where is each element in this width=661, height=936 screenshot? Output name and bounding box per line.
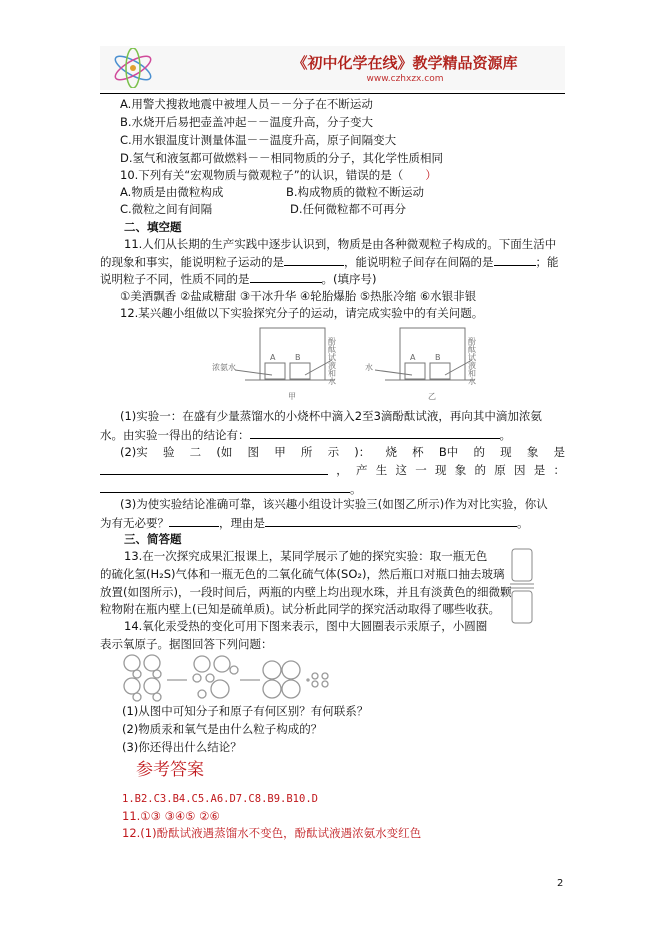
text-segment: 一 <box>415 463 427 477</box>
text-segment: 的 <box>474 463 486 477</box>
q14-line1: 14.氧化汞受热的变化可用下图来表示，图中大圆圈表示汞原子，小圆圈 <box>124 619 488 633</box>
beaker-b-label: B <box>435 353 441 362</box>
experiment-figure <box>210 325 540 405</box>
atom-logo-icon <box>108 48 158 88</box>
q12-stem: 12.某兴趣小组做以下实验探究分子的运动，请完成实验中的有关问题。 <box>120 306 484 320</box>
answers-q12: 12.(1)酚酞试液遇蒸馏水不变色，酚酞试液遇浓氨水变红色 <box>122 826 422 840</box>
answer-blank[interactable] <box>169 514 219 527</box>
text-segment: 示 <box>327 445 340 459</box>
label-phenolphthalein: 酚酞试液和水 <box>467 337 477 385</box>
label-ammonia: 浓氨水 <box>212 363 236 372</box>
q11-line3: 说明粒子不同，性质不同的是 。(填序号) <box>100 272 377 286</box>
answer-blank[interactable] <box>250 270 322 283</box>
text-segment: )： <box>354 445 371 459</box>
text-segment: 所 <box>300 445 313 459</box>
text-segment: 现 <box>500 445 512 459</box>
text-segment: 现 <box>435 463 447 477</box>
q14-line2: 表示氧原子。据图回答下列问题： <box>100 637 273 651</box>
text-segment: B中 <box>438 445 459 459</box>
q12-part1-line1: (1)实验一：在盛有少量蒸馏水的小烧杯中滴入2至3滴酚酞试液，再向其中滴加浓氨 <box>120 409 542 423</box>
text-segment: 的 <box>473 445 485 459</box>
answer-blank[interactable] <box>250 426 500 439</box>
section-fill-in: 二、填空题 <box>124 220 182 234</box>
answers-title: 参考答案 <box>136 760 204 780</box>
text-segment: (如 <box>216 445 233 459</box>
answer-blank[interactable] <box>100 462 328 475</box>
answers-mcq: 1.B2.C3.B4.C5.A6.D7.C8.B9.B10.D <box>122 793 318 805</box>
answers-q11: 11.①③ ③④⑤ ②⑥ <box>122 809 220 823</box>
q11-options: ①美酒飘香 ②盐咸糖甜 ③干冰升华 ④轮胎爆胎 ⑤热胀冷缩 ⑥水银非银 <box>120 289 477 303</box>
text-segment: 图 <box>247 445 260 459</box>
text-segment: ， <box>336 463 348 477</box>
q11-line2: 的现象和事实，能说明粒子运动的是 ，能说明粒子间存在间隔的是 ；能 <box>100 255 559 269</box>
text-segment: 是 <box>553 445 565 459</box>
q9-option-a: A.用警犬搜救地震中被埋人员－－分子在不断运动 <box>120 97 373 111</box>
q10-option-b: B.构成物质的微粒不断运动 <box>286 185 425 199</box>
q13-line1: 13.在一次探究成果汇报课上，某同学展示了她的探究实验：取一瓶无色 <box>124 549 488 563</box>
q14-sub3: (3)你还得出什么结论？ <box>122 740 242 754</box>
header-banner <box>100 46 565 90</box>
text-segment: 产 <box>356 463 368 477</box>
label-phenolphthalein: 酚酞试液和水 <box>327 337 337 385</box>
bottles-figure <box>510 548 534 628</box>
text-segment: 是 <box>533 463 546 477</box>
q11-line1: 11.人们从长期的生产实践中逐步认识到，物质是由各种微观粒子构成的。下面生活中 <box>124 237 557 251</box>
header-title: 《初中化学在线》教学精品资源库 <box>292 54 518 72</box>
q14-sub2: (2)物质汞和氧气是由什么粒子构成的？ <box>122 722 323 736</box>
q13-line2: 的硫化氢(H₂S)气体和一瓶无色的二氧化硫气体(SO₂)，然后瓶口对瓶口抽去玻璃 <box>100 567 505 581</box>
q12-part2-line2 <box>100 462 565 478</box>
text-segment: 因 <box>514 463 526 477</box>
beaker-a-label: A <box>270 353 276 362</box>
beaker-a-label: A <box>410 353 416 362</box>
q12-part3-line2: 为有无必要？ ，理由是 。 <box>100 516 529 530</box>
q12-part1-line2: 水。由实验一得出的结论有： 。 <box>100 428 511 442</box>
header-url: www.czhxzx.com <box>366 74 444 84</box>
caption-jia: 甲 <box>288 392 296 401</box>
header-rule <box>100 93 565 94</box>
q10-option-d: D.任何微粒都不可再分 <box>290 202 407 216</box>
mercury-oxide-diagram <box>122 654 342 704</box>
q13-line3: 放置(如图所示)，一段时间后，两瓶的内壁上均出现水珠，并且有淡黄色的细微颗 <box>100 585 512 599</box>
text-segment: 杯 <box>412 445 424 459</box>
label-water: 水 <box>365 363 373 372</box>
text-segment: 象 <box>454 463 467 477</box>
q9-option-c: C.用水银温度计测量体温－－温度升高，原子间隔变大 <box>120 133 397 147</box>
answer-blank[interactable] <box>494 253 536 266</box>
text-segment: ： <box>553 463 565 477</box>
section-short-answer: 三、简答题 <box>124 532 182 546</box>
q12-part2-line1 <box>120 444 565 460</box>
text-segment: 这 <box>395 463 407 477</box>
text-segment: 甲 <box>274 445 286 459</box>
text-segment: 二 <box>189 445 202 459</box>
q9-option-d: D.氢气和液氢都可做燃料－－相同物质的分子，其化学性质相同 <box>120 151 444 165</box>
q12-part3-line1: (3)为使实验结论准确可靠，该兴趣小组设计实验三(如图乙所示)作为对比实验，你认 <box>120 497 548 511</box>
text-segment: 原 <box>494 463 506 477</box>
q10-option-c: C.微粒之间有间隔 <box>120 202 213 216</box>
caption-yi: 乙 <box>428 392 436 401</box>
beaker-b-label: B <box>295 353 301 362</box>
text-segment: 烧 <box>385 445 397 459</box>
q14-sub1: (1)从图中可知分子和原子有何区别？有何联系？ <box>122 704 369 718</box>
q10-option-a: A.物质是由微粒构成 <box>120 185 224 199</box>
text-segment: 象 <box>526 445 539 459</box>
text-segment: 生 <box>375 463 388 477</box>
answer-blank[interactable] <box>265 514 517 527</box>
q10-stem: 10.下列有关“宏观物质与微观粒子”的认识，错误的是（ ） <box>120 168 437 182</box>
answer-blank[interactable] <box>284 253 344 266</box>
q9-option-b: B.水烧开后易把壶盖冲起－－温度升高，分子变大 <box>120 115 374 129</box>
page-number: 2 <box>557 878 564 889</box>
text-segment: (2)实 <box>120 445 148 459</box>
q13-line4: 粒物附在瓶内壁上(已知是硫单质)。试分析此同学的探究活动取得了哪些收获。 <box>100 602 500 616</box>
answer-blank[interactable] <box>100 480 350 493</box>
text-segment: 验 <box>162 445 175 459</box>
q12-part2-line3: 。 <box>100 480 362 497</box>
